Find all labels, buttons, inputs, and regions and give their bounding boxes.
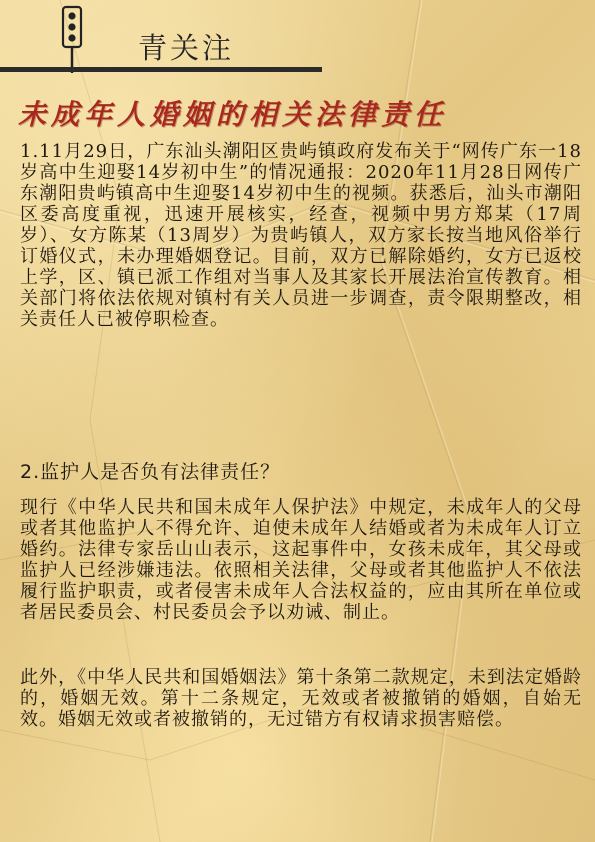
traffic-light-icon <box>58 5 86 75</box>
header-divider <box>0 67 322 72</box>
page-title: 未成年人婚姻的相关法律责任 <box>18 98 448 131</box>
law-paragraph: 现行《中华人民共和国未成年人保护法》中规定，未成年人的父母或者其他监护人不得允许、迫使未成年人结婚或者为未成年人订立婚约。法律专家岳山山表示，这起事件中，女孩未成年，其父母或监护人已经涉嫌违法。依照相关法律，父母或者其他监护人不依法履行监护职责，或者侵害未成年人合法权益的，应由其所在单位或者居民委员会、村民委员会予以劝诫、制止。 <box>20 497 582 623</box>
section-question: 2.监护人是否负有法律责任？ <box>20 461 281 483</box>
header-label: 青关注 <box>138 31 235 65</box>
law-paragraph: 此外，《中华人民共和国婚姻法》第十条第二款规定，未到法定婚龄的，婚姻无效。第十二条规定，无效或者被撤销的婚姻，自始无效。婚姻无效或者被撤销的，无过错方有权请求损害赔偿。 <box>20 667 582 730</box>
news-paragraph: 1.11月29日，广东汕头潮阳区贵屿镇政府发布关于“网传广东一18岁高中生迎娶14岁初中生”的情况通报：2020年11月28日网传广东潮阳贵屿镇高中生迎娶14岁初中生的视频。获悉后，汕头市潮阳区委高度重视，迅速开展核实，经查，视频中男方郑某（17周岁）、女方陈某（13周岁）为贵屿镇人，双方家长按当地风俗举行订婚仪式，未办理婚姻登记。目前，双方已解除婚约，女方已返校上学，区、镇已派工作组对当事人及其家长开展法治宣传教育。相关部门将依法依规对镇村有关人员进一步调查，责令限期整改，相关责任人已被停职检查。 <box>20 141 582 330</box>
